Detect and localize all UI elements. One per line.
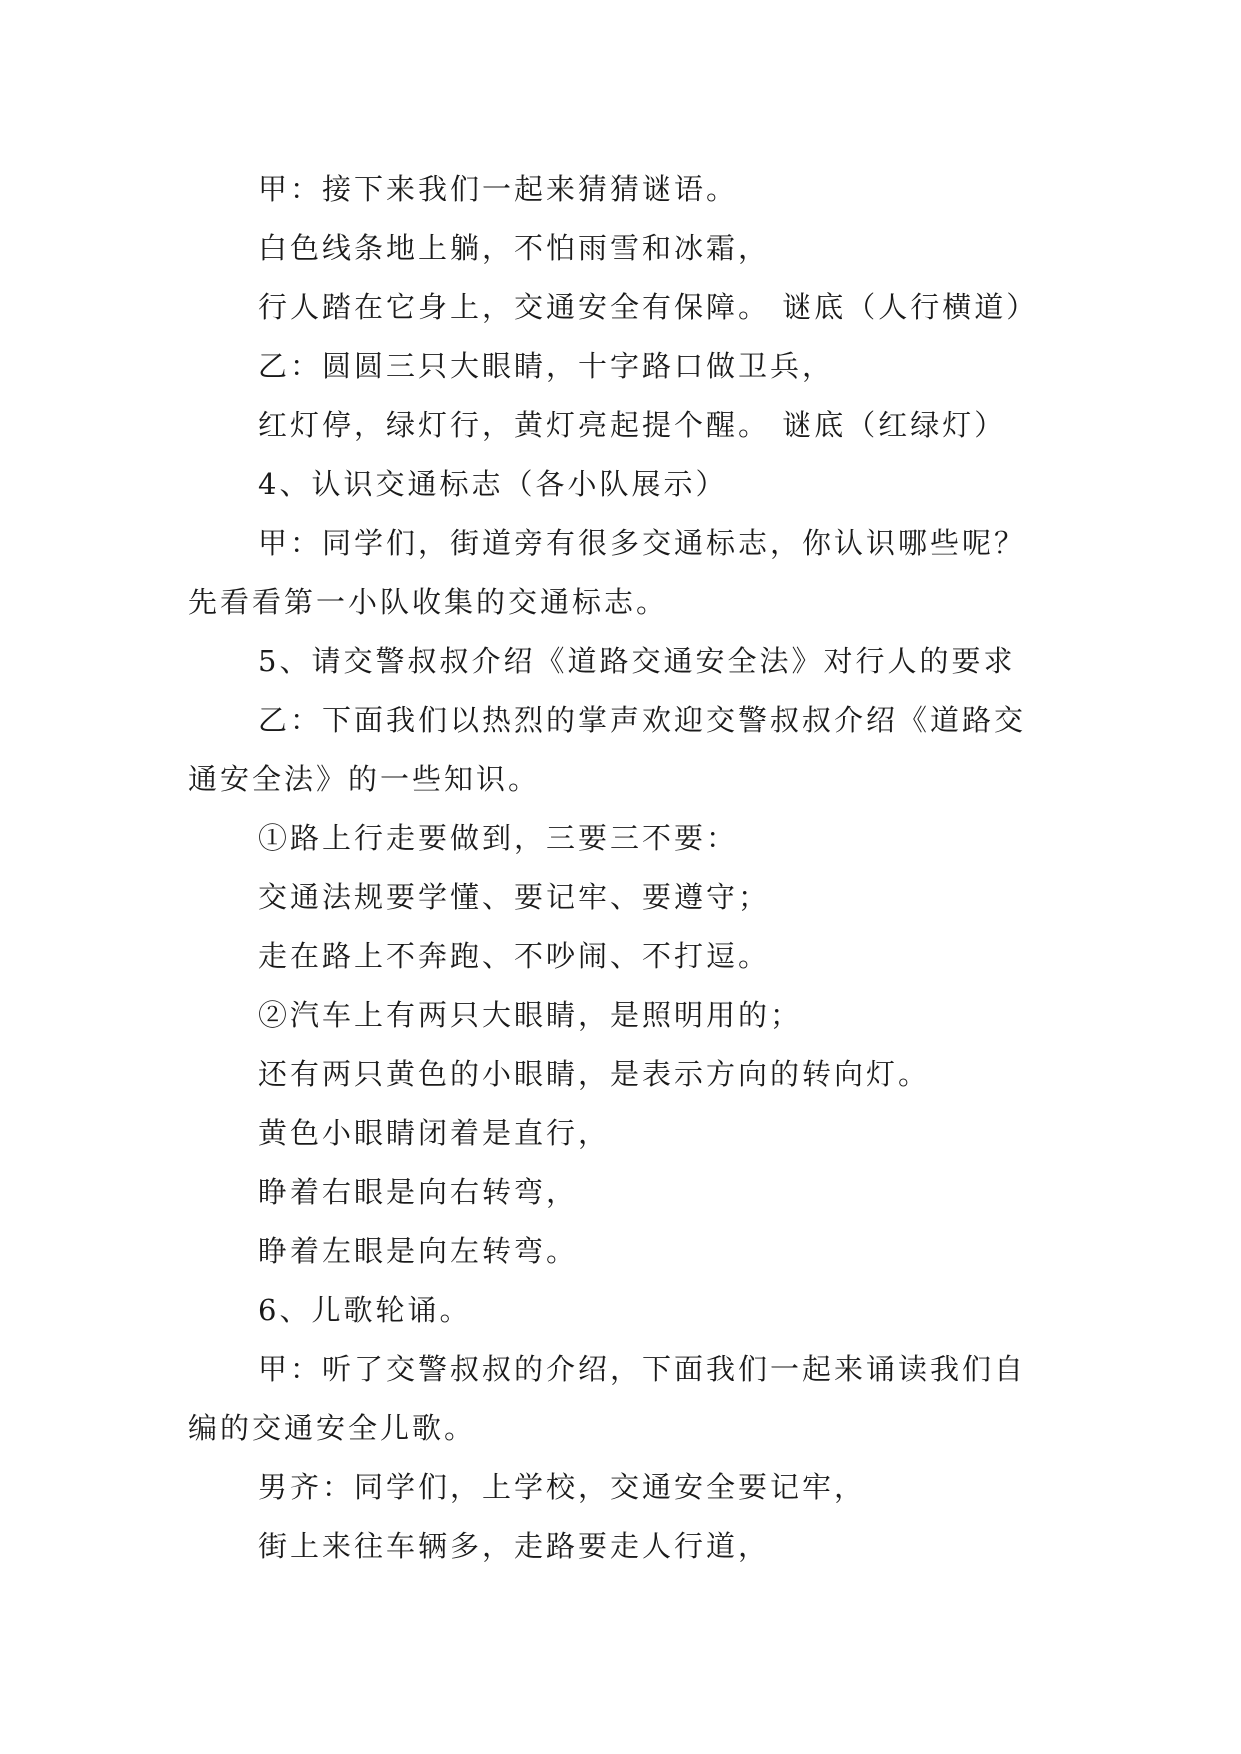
paragraph-line: 乙：圆圆三只大眼睛，十字路口做卫兵， <box>258 349 835 383</box>
paragraph-line: 街上来往车辆多，走路要走人行道， <box>258 1529 771 1563</box>
paragraph-line: 编的交通安全儿歌。 <box>188 1411 477 1445</box>
paragraph-line: 行人踏在它身上，交通安全有保障。 谜底（人行横道） <box>258 290 1039 324</box>
section-heading: 4、认识交通标志（各小队展示） <box>258 467 728 501</box>
paragraph-line: 白色线条地上躺，不怕雨雪和冰霜， <box>258 231 771 265</box>
document-body <box>188 160 1068 1576</box>
paragraph-line: 乙：下面我们以热烈的掌声欢迎交警叔叔介绍《道路交 <box>258 703 1027 737</box>
paragraph-line: 先看看第一小队收集的交通标志。 <box>188 585 669 619</box>
section-heading: 6、儿歌轮诵。 <box>258 1293 472 1327</box>
paragraph-line: ①路上行走要做到，三要三不要： <box>258 821 739 855</box>
paragraph-line: 黄色小眼睛闭着是直行， <box>258 1116 611 1150</box>
paragraph-line: 甲：听了交警叔叔的介绍，下面我们一起来诵读我们自 <box>258 1352 1027 1386</box>
paragraph-line: 红灯停，绿灯行，黄灯亮起提个醒。 谜底（红绿灯） <box>258 408 1007 442</box>
paragraph-line: 睁着右眼是向右转弯， <box>258 1175 579 1209</box>
paragraph-line: 甲：接下来我们一起来猜猜谜语。 <box>258 172 739 206</box>
paragraph-line: 通安全法》的一些知识。 <box>188 762 541 796</box>
paragraph-line: 男齐：同学们，上学校，交通安全要记牢， <box>258 1470 867 1504</box>
section-heading: 5、请交警叔叔介绍《道路交通安全法》对行人的要求 <box>258 644 1016 678</box>
paragraph-line: ②汽车上有两只大眼睛，是照明用的； <box>258 998 803 1032</box>
paragraph-line: 交通法规要学懂、要记牢、要遵守； <box>258 880 771 914</box>
paragraph-line: 睁着左眼是向左转弯。 <box>258 1234 579 1268</box>
paragraph-line: 还有两只黄色的小眼睛，是表示方向的转向灯。 <box>258 1057 931 1091</box>
paragraph-line: 甲：同学们，街道旁有很多交通标志，你认识哪些呢？ <box>258 526 1027 560</box>
paragraph-line: 走在路上不奔跑、不吵闹、不打逗。 <box>258 939 771 973</box>
